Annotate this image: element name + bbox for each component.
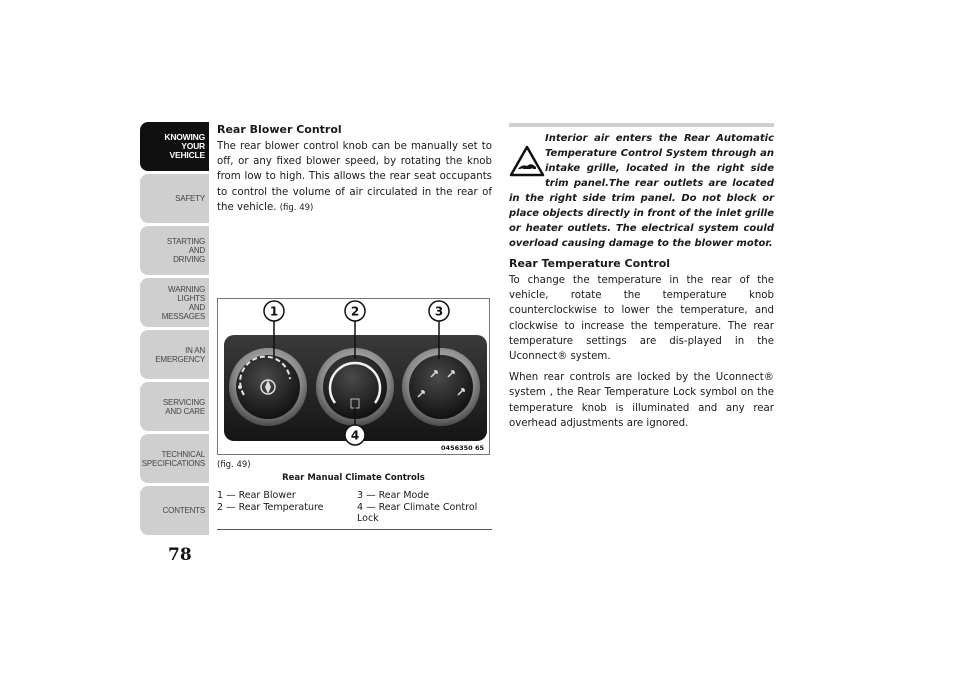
callout-2 (345, 301, 365, 321)
chapter-tabs (140, 122, 209, 538)
figure-code: 0456350 65 (441, 444, 484, 452)
rear-blower-paragraph: The rear blower control knob can be manually set to off, or any fixed blower speed, by rotating the knob from low to high. This allows the rear seat occupants to control the volume of air circulated in the rear of the vehicle. (fig. 49) (217, 141, 492, 213)
tab-contents[interactable]: CONTENTS (140, 486, 209, 535)
tab-safety[interactable]: SAFETY (140, 174, 209, 223)
rear-temperature-paragraph-2: When rear controls are locked by the Uconnect® system , the Rear Temperature Lock symbol on the temperature knob is illuminated and any rear overhead adjustments are ignored. (509, 372, 774, 429)
left-column (217, 123, 492, 222)
callout-1-label: 1 (269, 304, 279, 319)
callout-4 (345, 425, 365, 445)
rear-blower-heading: Rear Blower Control (217, 123, 342, 136)
callout-1 (264, 301, 284, 321)
figure-legend (217, 490, 492, 530)
tab-starting-and-driving[interactable]: STARTING AND DRIVING (140, 226, 209, 275)
tab-in-an-emergency[interactable]: IN AN EMERGENCY (140, 330, 209, 379)
climate-controls-figure (217, 298, 490, 455)
tab-knowing-your-vehicle[interactable]: KNOWING YOUR VEHICLE (140, 122, 209, 171)
figure-title: Rear Manual Climate Controls (282, 473, 425, 483)
callout-3 (429, 301, 449, 321)
tab-servicing-and-care[interactable]: SERVICING AND CARE (140, 382, 209, 431)
figure-label: (fig. 49) (217, 460, 251, 470)
rear-mode-knob[interactable] (402, 348, 480, 426)
warning-box (509, 123, 774, 251)
page-number: 78 (168, 545, 192, 565)
callout-3-label: 3 (434, 304, 444, 319)
caution-triangle-icon (509, 145, 545, 177)
rear-temperature-heading: Rear Temperature Control (509, 257, 671, 270)
legend-item: 4 — Rear Climate Control Lock (357, 501, 478, 524)
climate-controls-illustration (218, 299, 490, 455)
rear-blower-knob[interactable] (229, 348, 307, 426)
warning-text: Interior air enters the Rear Automatic Temperature Control System through an intake grille, located in the right side trim panel.The rear outlets are located in the right side trim panel. Do not block or place objects directly in front of the inlet grille or heater outlets. The electrical system could overload causing damage to the blower motor. (509, 133, 774, 249)
callout-2-label: 2 (350, 304, 360, 319)
rear-temperature-paragraph-1: To change the temperature in the rear of the vehicle, rotate the temperature knob counterclockwise to lower the temperature, and clockwise to increase the temperature. The rear temperature settings are dis-played in the Uconnect® system. (509, 275, 774, 363)
tab-warning-lights[interactable]: WARNING LIGHTS AND MESSAGES (140, 278, 209, 327)
right-column (509, 123, 774, 437)
legend-item: 3 — Rear Mode (357, 490, 430, 501)
legend-item: 1 — Rear Blower (217, 490, 296, 501)
figure-reference[interactable]: (fig. 49) (279, 202, 314, 213)
tab-technical-specifications[interactable]: TECHNICAL SPECIFICATIONS (140, 434, 209, 483)
callout-4-label: 4 (350, 428, 360, 443)
legend-item: 2 — Rear Temperature (217, 501, 324, 513)
